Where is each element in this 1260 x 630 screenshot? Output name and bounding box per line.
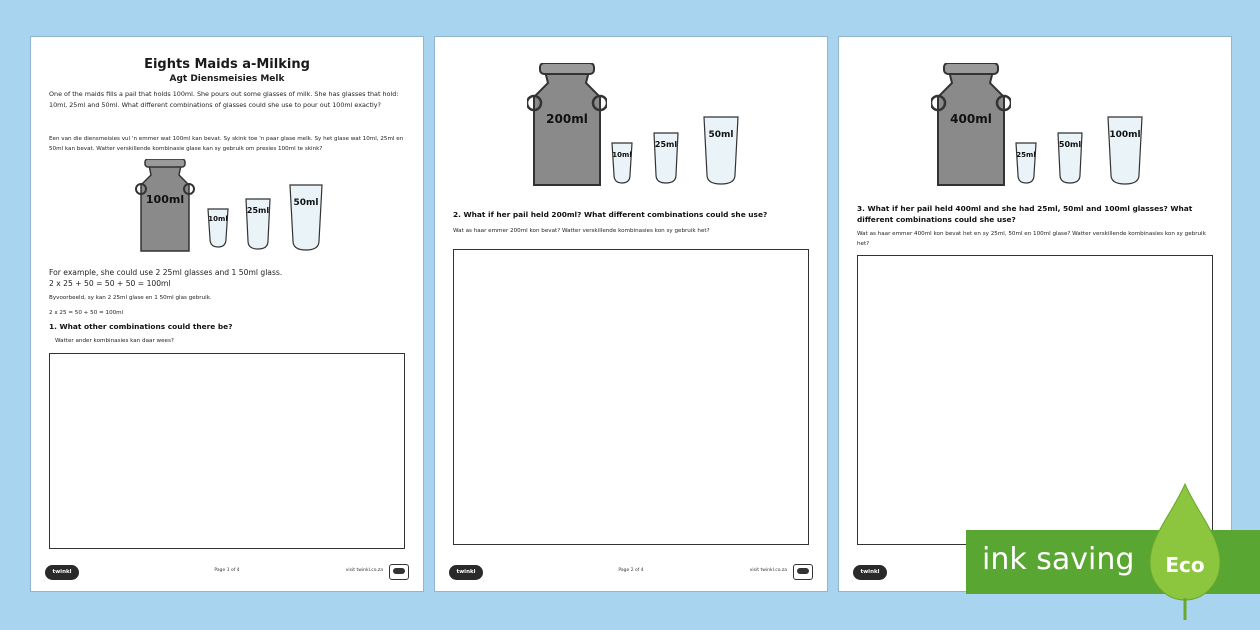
question-3: 3. What if her pail held 400ml and she had 25ml, 50ml and 100ml glasses? What different combinations could she use?	[857, 204, 1193, 224]
page-number: Page 2 of 4	[618, 568, 644, 573]
page-number: Page 1 of 4	[214, 568, 240, 573]
glass-label: 50ml	[293, 198, 319, 208]
twinkl-logo: twinkl	[449, 565, 483, 580]
milk-pail-illustration	[527, 63, 607, 191]
pail-label: 100ml	[145, 193, 185, 206]
milk-pail-illustration	[931, 63, 1011, 191]
glass-label: 10ml	[208, 215, 228, 223]
pail-label: 400ml	[950, 112, 992, 126]
ink-saving-label: ink saving	[982, 542, 1135, 577]
page-subtitle: Agt Diensmeisies Melk	[169, 74, 285, 84]
milk-pail-illustration	[135, 159, 195, 257]
glass-medium	[243, 197, 273, 253]
twinkl-logo: twinkl	[853, 565, 887, 580]
glass-medium	[651, 131, 681, 187]
example-afrikaans: Byvoorbeeld, sy kan 2 25ml glase en 1 50ml glas gebruik.	[49, 295, 212, 301]
intro-afrikaans: Een van die diensmeisies vul 'n emmer wat 100ml kan bevat. Sy skink toe 'n paar glase melk. Sy het glase wat 10ml, 25ml en 50ml kan bevat. Watter verskillende kombinasie glase kan sy gebruik om presies 100ml te skink?	[49, 136, 404, 152]
site-url: visit twinkl.co.za	[345, 568, 383, 573]
glass-small	[1013, 141, 1039, 187]
answer-box[interactable]	[453, 249, 809, 545]
glass-label: 50ml	[1058, 140, 1082, 149]
eco-badge-label: Eco	[1165, 553, 1205, 577]
page-footer	[31, 561, 423, 583]
pail-label: 200ml	[546, 112, 588, 126]
question-2: 2. What if her pail held 200ml? What different combinations could she use?	[453, 210, 768, 219]
page-footer	[435, 561, 827, 583]
page-title: Eights Maids a-Milking	[144, 57, 310, 72]
glass-label: 100ml	[1109, 130, 1141, 140]
worksheet-page-1	[30, 36, 424, 592]
glass-small	[609, 141, 635, 187]
glass-large	[287, 183, 325, 253]
eco-drop-icon	[1146, 480, 1224, 620]
twinkl-logo: twinkl	[45, 565, 79, 580]
intro-english: One of the maids fills a pail that holds 100ml. She pours out some glasses of milk. She has glasses that hold: 10ml, 25ml and 50ml. What different combinations of glasses could she use to pour out 100ml exactly?	[49, 90, 399, 109]
example-equation-afrikaans: 2 x 25 = 50 + 50 = 100ml	[49, 310, 124, 316]
example-english: For example, she could use 2 25ml glasses and 1 50ml glass.	[49, 268, 283, 277]
glass-label: 50ml	[708, 130, 734, 140]
site-url: visit twinkl.co.za	[749, 568, 787, 573]
glass-label: 25ml	[1016, 151, 1036, 159]
glass-small	[205, 207, 231, 251]
question-1-afrikaans: Watter ander kombinasies kan daar wees?	[55, 338, 174, 344]
glass-medium	[1055, 131, 1085, 187]
example-equation: 2 x 25 + 50 = 50 + 50 = 100ml	[49, 279, 171, 288]
glass-label: 25ml	[654, 140, 678, 149]
glass-label: 25ml	[246, 206, 270, 215]
printer-icon	[793, 564, 813, 580]
worksheet-page-2	[434, 36, 828, 592]
glass-large	[701, 115, 741, 187]
question-1: 1. What other combinations could there be?	[49, 322, 233, 331]
printer-icon	[389, 564, 409, 580]
question-2-afrikaans: Wat as haar emmer 200ml kon bevat? Watter verskillende kombinasies kon sy gebruik het?	[453, 228, 710, 234]
question-3-afrikaans: Wat as haar emmer 400ml kon bevat het en sy 25ml, 50ml en 100ml glase? Watter verskillende kombinasies kon sy gebruik het?	[857, 231, 1206, 247]
glass-label: 10ml	[612, 151, 632, 159]
answer-box[interactable]	[49, 353, 405, 549]
glass-large	[1105, 115, 1145, 187]
